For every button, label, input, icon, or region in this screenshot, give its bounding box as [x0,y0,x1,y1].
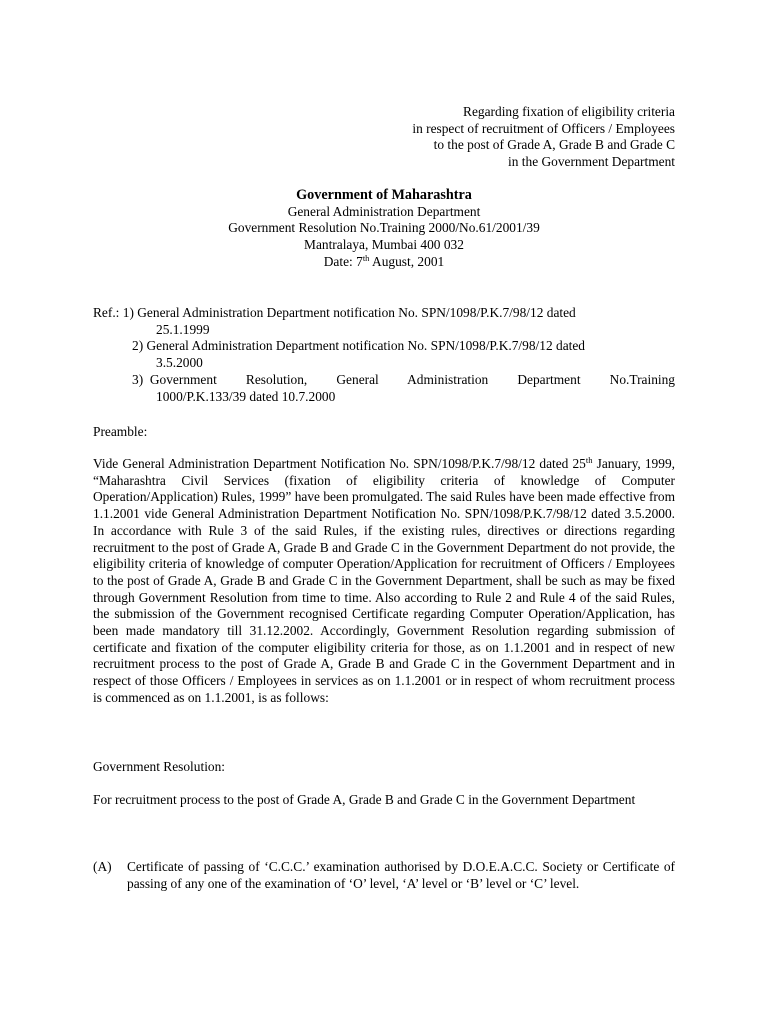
reference-number: 1) [122,305,138,320]
reference-continuation: 25.1.1999 [156,321,210,337]
resolution-item-a [93,859,675,892]
reference-number: 3) [132,371,150,387]
preamble-paragraph [93,456,675,707]
reference-continuation: 1000/P.K.133/39 dated 10.7.2000 [156,388,336,404]
reference-text: General Administration Department notification No. SPN/1098/P.K.7/98/12 dated [146,338,585,354]
ref-label: Ref.: [93,305,123,320]
preamble-text-start: Vide General Administration Department Notification No. SPN/1098/P.K.7/98/12 dated 25 [93,456,586,471]
reference-text: Government Resolution, General Administration Department No.Training [149,371,675,387]
reference-text: General Administration Department notification No. SPN/1098/P.K.7/98/12 dated [137,305,576,320]
subject-line: Regarding fixation of eligibility criteria [463,104,675,119]
address: Mantralaya, Mumbai 400 032 [304,237,464,253]
preamble-text-rest: January, 1999, “Maharashtra Civil Services (fixation of eligibility criteria of knowledge of Computer Operation/Application) Rules, 1999” have been promulgated. The said Rules have been made effective from 1.1.2001 vide General Administration Department Notification No. SPN/1098/P.K.7/98/12 dated 3.5.2000. In accordance with Rule 3 of the said Rules, if the existing rules, directives or directions regarding recruitment to the post of Grade A, Grade B and Grade C in the Government Department do not provide, the eligibility criteria of knowledge of computer Operation/Application for recruitment of Officers / Employees to the post of Grade A, Grade B and Grade C in the Government Department, shall be such as may be fixed through Government Resolution from time to time. Also according to Rule 2 and Rule 4 of the said Rules, the submission of the Government recognised Certificate regarding Computer Operation/Application, has been made mandatory till 31.12.2002. Accordingly, Government Resolution regarding submission of certificate and fixation of the computer eligibility criteria for those, as on 1.1.2001 and in respect of new recruitment process to the post of Grade A, Grade B and Grade C in the Government Department and in respect of those Officers / Employees in services as on 1.1.2001 or in respect of whom recruitment process is commenced as on 1.1.2001, is as follows: [93,456,675,705]
preamble-superscript: th [585,455,593,465]
resolution-number: Government Resolution No.Training 2000/No.61/2001/39 [228,220,540,236]
department-name: General Administration Department [287,203,481,219]
reference-item [93,338,675,355]
date-prefix: Date: 7 [323,253,363,269]
reference-number: 2) [132,338,147,354]
preamble-heading: Preamble: [93,424,148,439]
subject-line: in respect of recruitment of Officers / Employees [412,120,675,136]
item-a-label: (A) [93,859,112,874]
government-title: Government of Maharashtra [296,187,472,203]
date-line [93,254,675,271]
reference-item [93,372,675,389]
date-suffix: August, 2001 [369,253,445,269]
reference-continuation: 3.5.2000 [156,355,203,371]
subject-line: to the post of Grade A, Grade B and Grade C [433,137,675,153]
subject-line: in the Government Department [508,154,675,170]
date-superscript: th [362,252,370,263]
item-a-text: Certificate of passing of ‘C.C.C.’ examination authorised by D.O.E.A.C.C. Society or Certificate of passing of any one of the examination of ‘O’ level, ‘A’ level or ‘B’ level or ‘C’ level. [127,859,675,891]
subject-block [255,104,675,171]
heading-block [93,187,675,271]
resolution-intro: For recruitment process to the post of Grade A, Grade B and Grade C in the Government Department [93,792,636,807]
reference-item [93,305,675,322]
references-block [93,305,675,405]
resolution-heading: Government Resolution: [93,759,226,774]
